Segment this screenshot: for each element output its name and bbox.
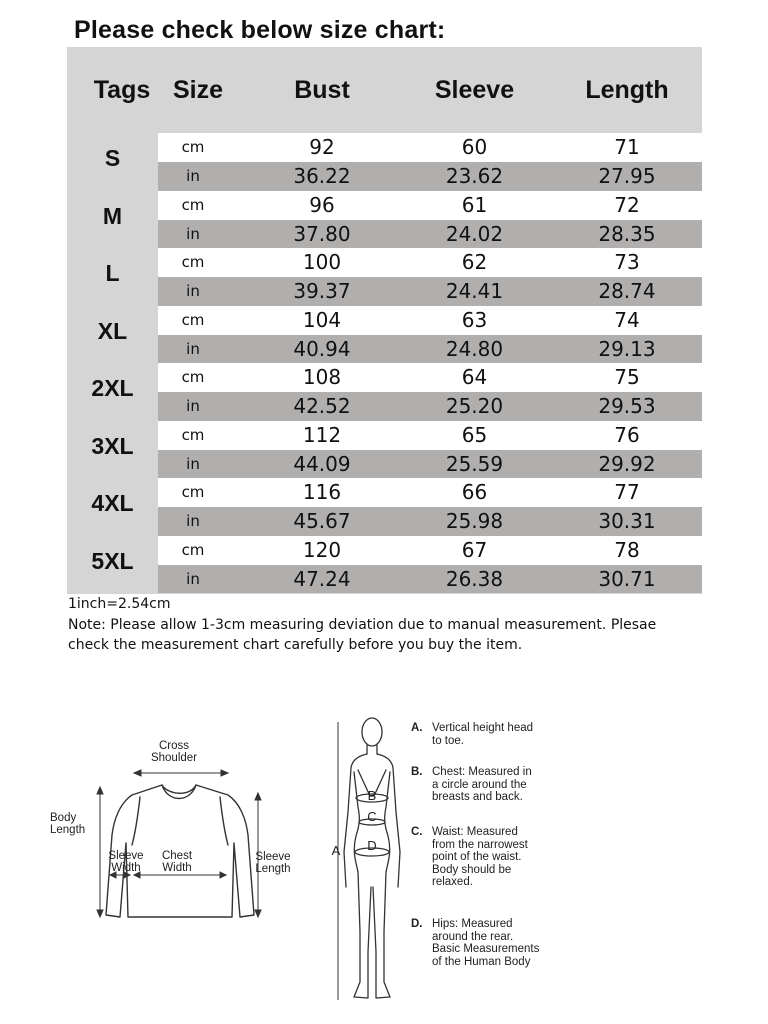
unit-cell: cm bbox=[181, 253, 205, 271]
deviation-note-line1: Note: Please allow 1-3cm measuring deviation due to manual measurement. Plesae bbox=[68, 617, 657, 633]
legend-line: breasts and back. bbox=[432, 791, 523, 803]
table-row bbox=[158, 507, 702, 536]
label-cross-shoulder: Cross Shoulder bbox=[150, 740, 198, 764]
legend-key: D. bbox=[411, 918, 423, 930]
unit-cell: cm bbox=[181, 310, 205, 329]
table-row bbox=[158, 536, 702, 565]
size-tag: XL bbox=[97, 317, 128, 344]
sleeve-cell: 62 bbox=[461, 250, 488, 274]
conversion-note: 1inch=2.54cm bbox=[68, 596, 171, 612]
legend-line: Chest: Measured in bbox=[432, 766, 532, 778]
legend-text bbox=[432, 766, 572, 804]
sleeve-cell: 23.62 bbox=[445, 164, 504, 188]
table-row bbox=[158, 565, 702, 594]
size-tag: S bbox=[104, 145, 121, 171]
human-body-diagram bbox=[330, 712, 410, 1012]
unit-cell: in bbox=[186, 167, 200, 185]
legend-line: relaxed. bbox=[432, 876, 473, 888]
label-sleeve-length: Sleeve Length bbox=[255, 851, 291, 875]
length-cell: 72 bbox=[614, 192, 640, 217]
page-title: Please check below size chart: bbox=[74, 16, 446, 44]
unit-cell: cm bbox=[181, 483, 205, 501]
legend-line: Waist: Measured bbox=[432, 826, 518, 838]
legend-text bbox=[432, 722, 572, 747]
size-tag: 3XL bbox=[91, 432, 134, 459]
unit-cell: in bbox=[186, 339, 200, 358]
legend-line: to toe. bbox=[432, 734, 464, 747]
legend-line: Hips: Measured bbox=[432, 918, 513, 930]
sleeve-cell: 26.38 bbox=[445, 566, 504, 591]
sleeve-cell: 61 bbox=[461, 192, 488, 217]
body-marker-a: A bbox=[331, 843, 341, 858]
length-cell: 28.35 bbox=[598, 221, 656, 246]
bust-cell: 44.09 bbox=[293, 451, 351, 476]
size-tag: 4XL bbox=[91, 490, 134, 516]
length-cell: 28.74 bbox=[598, 279, 656, 303]
table-row bbox=[158, 450, 702, 479]
table-row bbox=[158, 306, 702, 335]
unit-cell: in bbox=[186, 569, 200, 588]
header-tags: Tags bbox=[93, 76, 151, 104]
length-cell: 78 bbox=[614, 537, 640, 562]
unit-cell: cm bbox=[181, 368, 205, 386]
bust-cell: 39.37 bbox=[293, 279, 351, 303]
legend-line: Basic Measurements bbox=[432, 943, 540, 955]
sleeve-cell: 25.20 bbox=[445, 394, 504, 418]
table-row bbox=[158, 162, 702, 191]
bust-cell: 104 bbox=[302, 307, 342, 332]
sleeve-cell: 67 bbox=[461, 537, 488, 562]
legend-key: B. bbox=[411, 766, 423, 778]
length-cell: 75 bbox=[614, 365, 640, 389]
legend-line: from the narrowest bbox=[432, 838, 528, 851]
sleeve-cell: 60 bbox=[461, 135, 488, 159]
body-marker-c: C bbox=[367, 809, 377, 824]
legend-key: A. bbox=[411, 722, 423, 734]
label-chest-width: Chest Width bbox=[161, 850, 193, 874]
length-cell: 76 bbox=[614, 422, 640, 447]
table-row bbox=[158, 335, 702, 364]
sleeve-cell: 25.98 bbox=[445, 509, 504, 533]
table-row bbox=[158, 478, 702, 507]
size-tag: L bbox=[105, 260, 120, 286]
table-row bbox=[158, 392, 702, 421]
unit-cell: cm bbox=[181, 425, 205, 444]
legend-line: Vertical height head bbox=[432, 722, 534, 734]
length-cell: 77 bbox=[614, 480, 640, 504]
bust-cell: 100 bbox=[302, 250, 342, 274]
unit-cell: in bbox=[186, 224, 200, 243]
bust-cell: 37.80 bbox=[293, 221, 351, 246]
bust-cell: 36.22 bbox=[293, 164, 351, 188]
bust-cell: 108 bbox=[302, 365, 342, 389]
sleeve-cell: 66 bbox=[461, 480, 488, 504]
unit-cell: in bbox=[186, 282, 200, 300]
header-size: Size bbox=[172, 76, 224, 104]
header-sleeve: Sleeve bbox=[434, 76, 515, 104]
bust-cell: 47.24 bbox=[293, 566, 351, 591]
unit-cell: in bbox=[186, 512, 200, 530]
table-row bbox=[158, 421, 702, 450]
bust-cell: 42.52 bbox=[293, 394, 351, 418]
sleeve-cell: 64 bbox=[461, 365, 488, 389]
unit-cell: in bbox=[186, 454, 200, 473]
bust-cell: 40.94 bbox=[293, 336, 351, 361]
body-marker-d: D bbox=[367, 838, 377, 853]
header-length: Length bbox=[585, 76, 669, 104]
length-cell: 71 bbox=[614, 135, 640, 159]
legend-line: point of the waist. bbox=[432, 851, 522, 863]
length-cell: 30.31 bbox=[598, 509, 656, 533]
legend-text bbox=[432, 826, 572, 889]
legend-line: Body should be bbox=[432, 863, 512, 876]
unit-cell: in bbox=[186, 397, 200, 415]
header-bust: Bust bbox=[294, 76, 350, 104]
size-chart-table bbox=[67, 47, 702, 594]
length-cell: 29.53 bbox=[598, 394, 656, 418]
size-tag: 5XL bbox=[91, 547, 134, 574]
table-row bbox=[158, 133, 702, 162]
sleeve-cell: 24.02 bbox=[445, 221, 504, 246]
legend-line: a circle around the bbox=[432, 778, 527, 791]
bust-cell: 112 bbox=[302, 422, 342, 447]
sleeve-cell: 24.41 bbox=[445, 279, 504, 303]
sleeve-cell: 24.80 bbox=[445, 336, 504, 361]
bust-cell: 96 bbox=[309, 192, 335, 217]
size-tag: 2XL bbox=[91, 375, 134, 401]
bust-cell: 92 bbox=[309, 135, 335, 159]
size-tag: M bbox=[102, 202, 123, 229]
body-marker-b: B bbox=[367, 788, 377, 803]
sleeve-cell: 25.59 bbox=[445, 451, 504, 476]
bust-cell: 120 bbox=[302, 537, 342, 562]
length-cell: 73 bbox=[614, 250, 640, 274]
length-cell: 29.92 bbox=[598, 451, 656, 476]
table-row bbox=[158, 220, 702, 249]
unit-cell: cm bbox=[181, 138, 205, 156]
table-row bbox=[158, 363, 702, 392]
legend-line: around the rear. bbox=[432, 930, 514, 943]
sleeve-cell: 63 bbox=[461, 307, 488, 332]
table-row bbox=[158, 277, 702, 306]
table-row bbox=[158, 191, 702, 220]
length-cell: 74 bbox=[614, 307, 640, 332]
legend-text bbox=[432, 918, 572, 968]
table-row bbox=[158, 248, 702, 277]
legend-key: C. bbox=[411, 826, 423, 838]
bust-cell: 45.67 bbox=[293, 509, 351, 533]
label-sleeve-width: Sleeve Width bbox=[108, 850, 144, 874]
legend-line: of the Human Body bbox=[432, 955, 531, 968]
sleeve-cell: 65 bbox=[461, 422, 488, 447]
bust-cell: 116 bbox=[302, 480, 342, 504]
label-body-length: Body Length bbox=[50, 812, 86, 836]
length-cell: 29.13 bbox=[598, 336, 656, 361]
length-cell: 27.95 bbox=[598, 164, 656, 188]
unit-cell: cm bbox=[181, 540, 205, 559]
deviation-note-line2: check the measurement chart carefully before you buy the item. bbox=[68, 637, 523, 653]
length-cell: 30.71 bbox=[598, 566, 656, 591]
unit-cell: cm bbox=[181, 195, 205, 214]
